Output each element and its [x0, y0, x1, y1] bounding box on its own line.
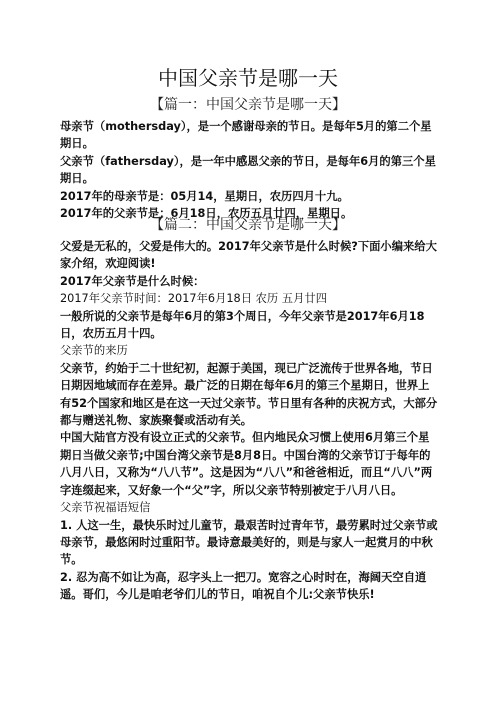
- paragraph: 2017年父亲节时间：2017年6月18日 农历 五月廿四: [60, 292, 327, 306]
- paragraph: 中国大陆官方没有设立正式的父亲节。但内地民众习惯上使用6月第三个星期日当做父亲节;中国台湾父亲节是8月8日。中国台湾的父亲节订于每年的八月八日，又称为“八八节”。这是因为“八八”和爸爸相近，而且“八八”两字连缀起来，又好象一个“父”字，所以父亲节特别被定于八月八日。: [60, 431, 433, 497]
- paragraph: 父亲节，约始于二十世纪初，起源于美国，现已广泛流传于世界各地，节日日期因地域而存在差异。最广泛的日期在每年6月的第三个星期日，世界上有52个国家和地区是在这一天过父亲节。节日里有各种的庆祝方式，大部分都与赠送礼物、家族聚餐或活动有关。: [60, 361, 438, 428]
- section-1-body: [60, 118, 438, 222]
- paragraph: 2017年父亲节是什么时候：: [60, 274, 205, 288]
- subheading: 父亲节祝福语短信: [60, 501, 151, 515]
- paragraph: 2. 忍为高不如让为高，忍字头上一把刀。宽容之心时时在，海阔天空自逍遥。哥们，今儿是咱老爷们儿的节日，咱祝自个儿:父亲节快乐!: [60, 570, 427, 602]
- paragraph: 1. 人这一生，最快乐时过儿童节，最艰苦时过青年节，最劳累时过父亲节或母亲节，最悠闲时过重阳节。最诗意最美好的，则是与家人一起赏月的中秋节。: [60, 518, 438, 567]
- section-2-body: [60, 238, 438, 604]
- section-heading-1: 【篇一：中国父亲节是哪一天】: [150, 97, 346, 113]
- paragraph: 一般所说的父亲节是每年6月的第3个周日，今年父亲节是2017年6月18日，农历五月十四。: [60, 309, 425, 341]
- paragraph: 母亲节（mothersday），是一个感谢母亲的节日。是每年5月的第二个星期日。: [60, 120, 432, 151]
- paragraph: 父爱是无私的，父爱是伟大的。2017年父亲节是什么时候?下面小编来给大家介绍，欢迎阅读!: [60, 240, 437, 271]
- paragraph: 2017年的父亲节是：6月18日，农历五月廿四，星期日。: [60, 207, 353, 221]
- paragraph: 2017年的母亲节是：05月14，星期日，农历四月十九。: [60, 189, 349, 203]
- paragraph: 父亲节（fathersday），是一年中感恩父亲的节日，是每年6月的第三个星期日。: [60, 154, 436, 186]
- subheading: 父亲节的来历: [60, 344, 128, 358]
- section-heading-2: 【篇二：中国父亲节是哪一天】: [150, 217, 346, 233]
- page-title: 中国父亲节是哪一天: [158, 66, 338, 90]
